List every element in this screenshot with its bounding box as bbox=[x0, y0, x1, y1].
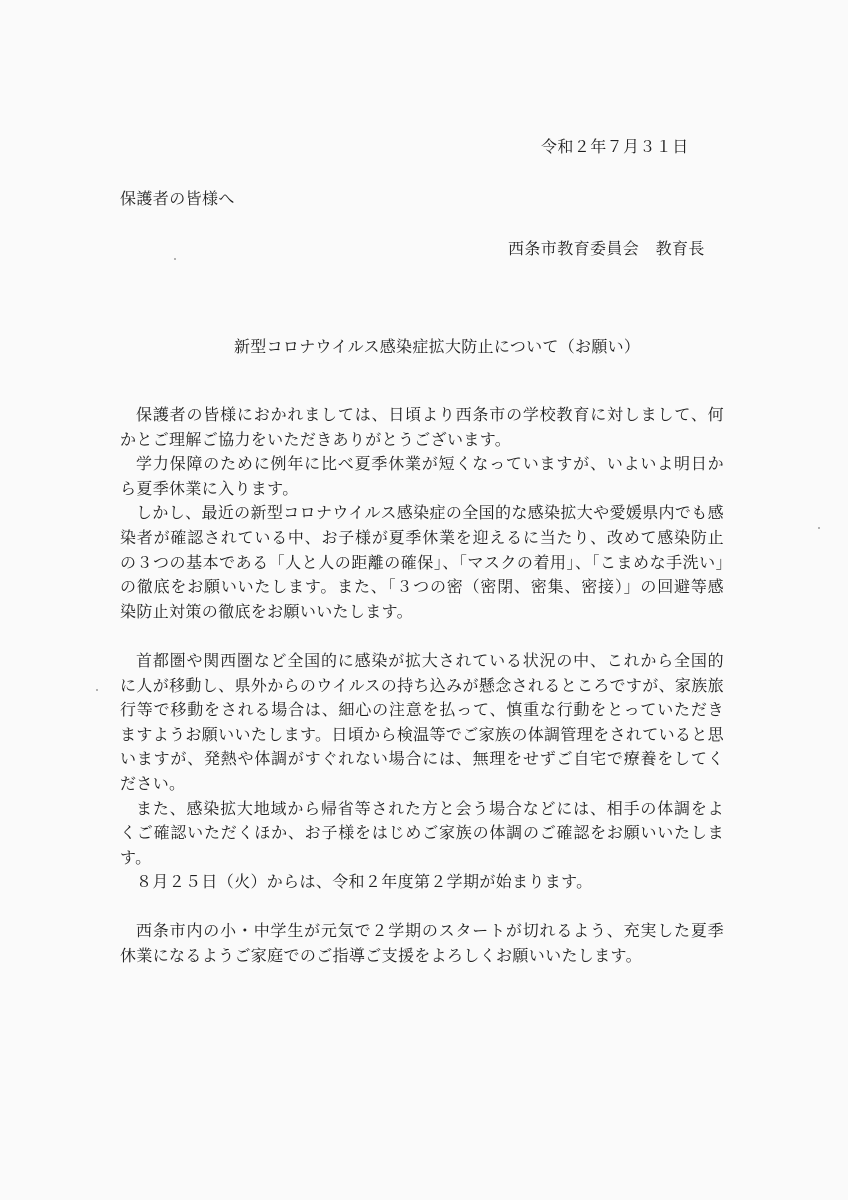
sender-line: 西条市教育委員会 教育長 bbox=[508, 239, 705, 258]
body-paragraph: 首都圏や関西圏など全国的に感染が拡大されている状況の中、これから全国的に人が移動し、県外からのウイルスの持ち込みが懸念されるところですが、家族旅行等で移動をされる場合は、細心の注意を払って、慎重な行動をとっていただきますようお願いいたします。日頃から検温等でご家族の体調管理をされていると思いますが、発熱や体調がすぐれない場合には、無理をせずご自宅で療養をしてください。 bbox=[120, 650, 724, 793]
document-title: 新型コロナウイルス感染症拡大防止について（お願い） bbox=[234, 337, 641, 356]
body-paragraph: ８月２５日（火）からは、令和２年度第２学期が始まります。 bbox=[136, 872, 593, 892]
scan-speck bbox=[96, 689, 98, 691]
scan-speck bbox=[818, 527, 820, 529]
document-body bbox=[120, 403, 724, 969]
body-paragraph: 保護者の皆様におかれましては、日頃より西条市の学校教育に対しまして、何かとご理解ご協力をいただきありがとうございます。 bbox=[120, 405, 724, 449]
body-paragraph: また、感染拡大地域から帰省等された方と会う場合などには、相手の体調をよくご確認いただくほか、お子様をはじめご家族の体調のご確認をお願いいたします。 bbox=[120, 798, 724, 867]
body-paragraph: 西条市内の小・中学生が元気で２学期のスタートが切れるよう、充実した夏季休業になるようご家庭でのご指導ご支援をよろしくお願いいたします。 bbox=[120, 921, 724, 966]
scan-speck bbox=[174, 258, 176, 260]
document-date: 令和２年７月３１日 bbox=[541, 137, 689, 156]
body-paragraph: 学力保障のために例年に比べ夏季休業が短くなっていますが、いよいよ明日から夏季休業に入ります。 bbox=[120, 454, 724, 498]
recipient-line: 保護者の皆様へ bbox=[120, 189, 235, 208]
body-paragraph: しかし、最近の新型コロナウイルス感染症の全国的な感染拡大や愛媛県内でも感染者が確認されている中、お子様が夏季休業を迎えるに当たり、改めて感染防止の３つの基本である「人と人の距離の確保」、「マスクの着用」、「こまめな手洗い」の徹底をお願いいたします。また、「３つの密（密閉、密集、密接）」の回避等感染防止対策の徹底をお願いいたします。 bbox=[120, 503, 724, 621]
